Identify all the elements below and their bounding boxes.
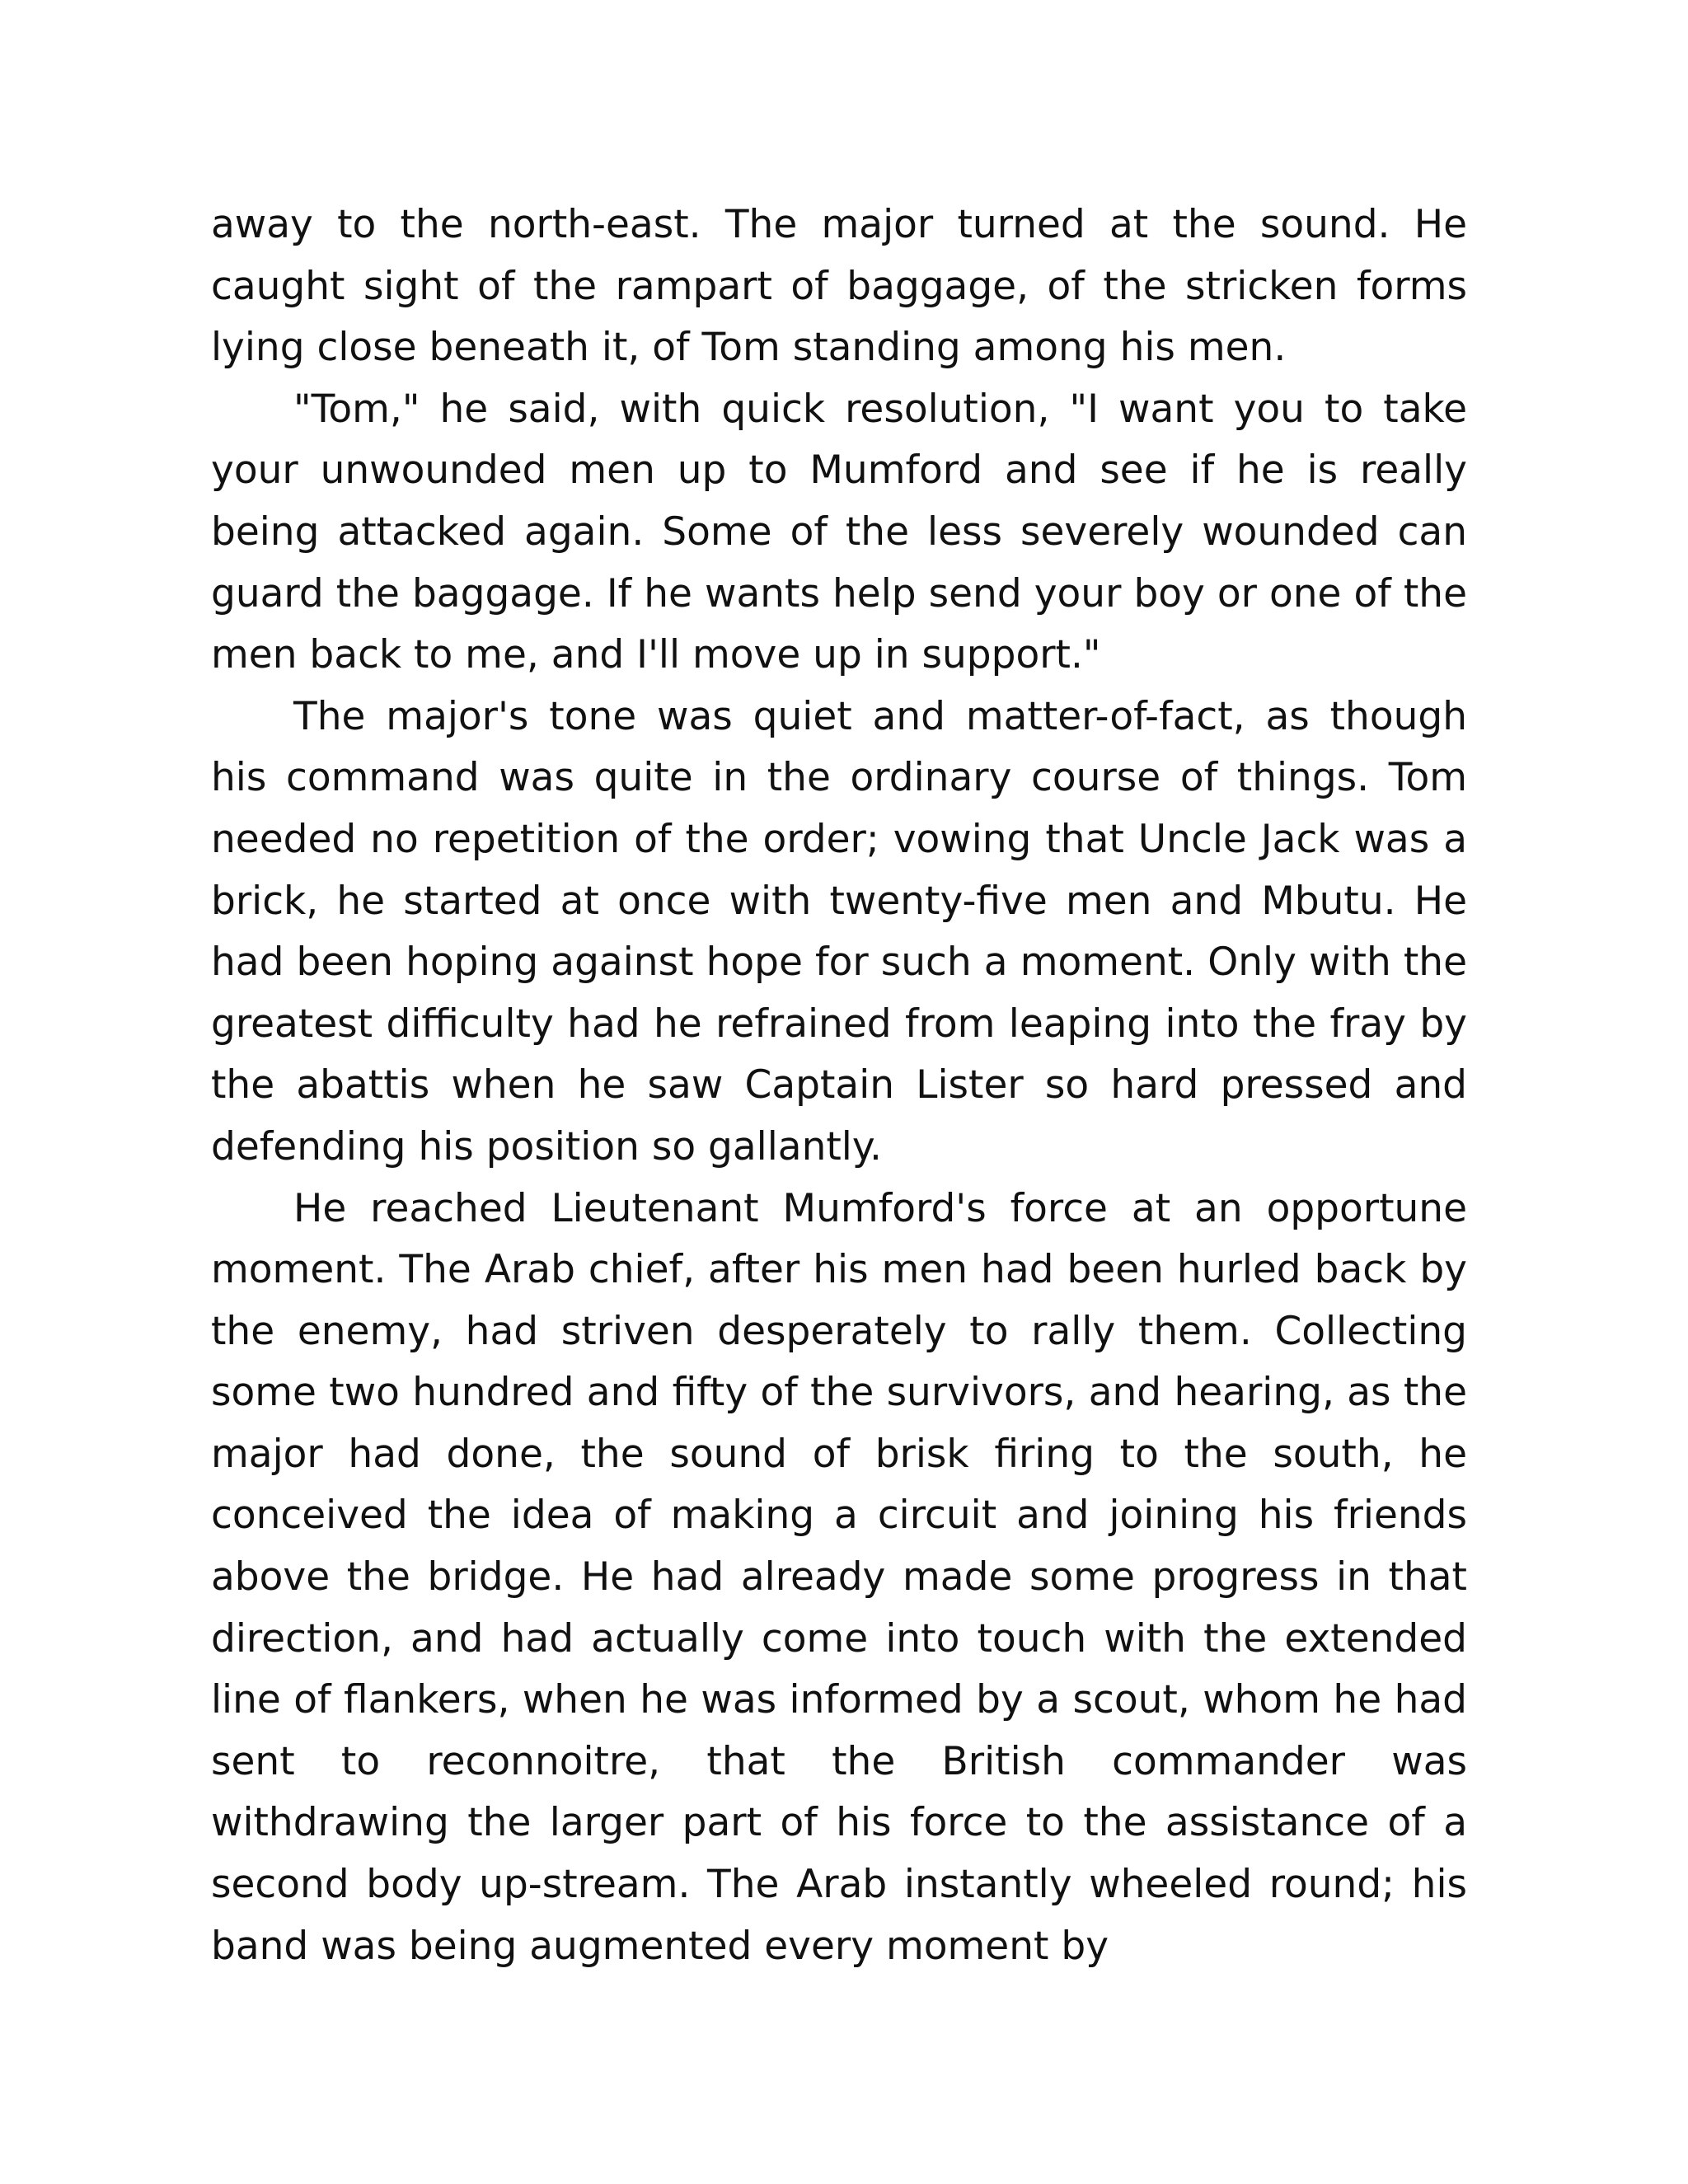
paragraph-1: away to the north-east. The major turned at the sound. He caught sight of the rampart of baggage, of the stricken forms lying close beneath it, of Tom standing among his men. <box>211 202 1467 371</box>
paragraph-3: The major's tone was quiet and matter-of-fact, as though his command was quite in the ordinary course of things. Tom needed no repetition of the order; vowing that Uncle Jack was a brick, he started at once with twenty-five men and Mbutu. He had been hoping against hope for such a moment. Only with the greatest difficulty had he refrained from leaping into the fray by the abattis when he saw Captain Lister so hard pressed and defending his position so gallantly. <box>211 693 1467 1169</box>
page-text <box>211 194 1467 1977</box>
paragraph-4: He reached Lieutenant Mumford's force at an opportune moment. The Arab chief, after his men had been hurled back by the enemy, had striven desperately to rally them. Collecting some two hundred and fifty of the survivors, and hearing, as the major had done, the sound of brisk firing to the south, he conceived the idea of making a circuit and joining his friends above the bridge. He had already made some progress in that direction, and had actually come into touch with the extended line of flankers, when he was informed by a scout, whom he had sent to reconnoitre, that the British commander was withdrawing the larger part of his force to the assistance of a second body up-stream. The Arab instantly wheeled round; his band was being augmented every moment by <box>211 1185 1467 1969</box>
paragraph-2: "Tom," he said, with quick resolution, "I want you to take your unwounded men up to Mumford and see if he is really being attacked again. Some of the less severely wounded can guard the baggage. If he wants help send your boy or one of the men back to me, and I'll move up in support." <box>211 386 1467 678</box>
